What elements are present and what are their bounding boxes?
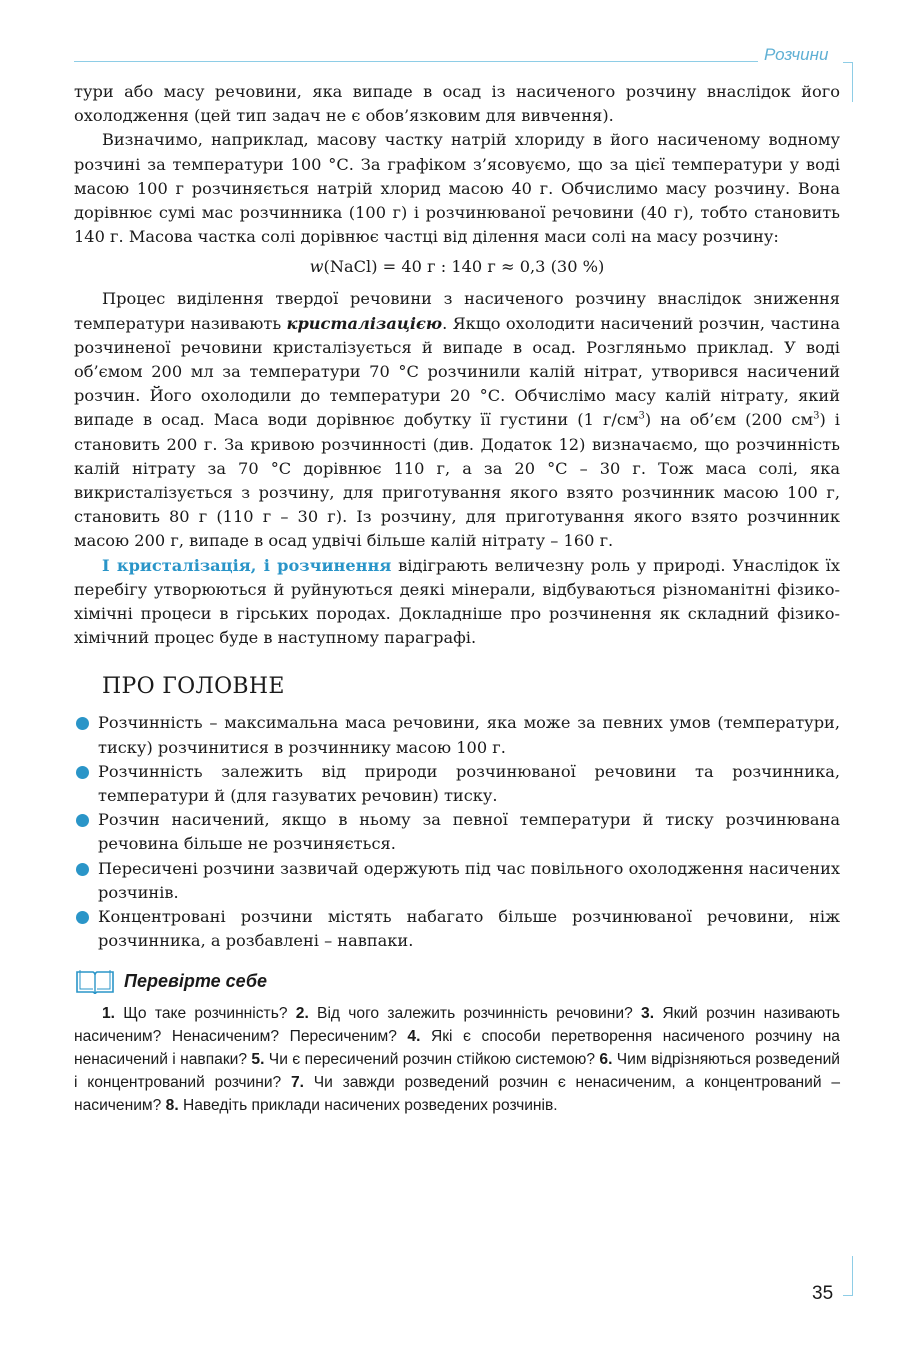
question-text: Наведіть приклади насичених розведених розчинів. <box>178 1097 558 1115</box>
list-item-text: Розчинність – максимальна маса речовини, яка може за певних умов (температури, тиску) розчинитися в розчиннику масою 100 г. <box>98 713 840 757</box>
header-vertical-rule <box>852 62 853 102</box>
formula-symbol: w <box>309 257 324 277</box>
highlight-phrase: І кристалізація, і розчинення <box>102 555 392 575</box>
question-text: Чим відрізняються розведений і концентрований розчини? <box>74 1050 840 1092</box>
list-item-text: Концентровані розчини містять набагато більше розчинюваної речовини, ніж розчинника, а розбавлені – навпаки. <box>98 907 840 951</box>
bullet-dot-icon <box>76 814 89 827</box>
list-item-text: Розчин насичений, якщо в ньому за певної температури й тиску розчинювана речовина більше не розчиняється. <box>98 810 840 854</box>
question-number: 4. <box>407 1027 421 1045</box>
question-text: Від чого залежить розчинність речовини? <box>308 1004 642 1022</box>
paragraph-3-text-c: ) на об’єм (200 см <box>644 410 814 430</box>
question-number: 3. <box>641 1004 655 1022</box>
superscript-2: 3 <box>813 411 820 423</box>
question-number: 7. <box>290 1074 304 1092</box>
header-rule <box>74 61 758 62</box>
list-item-text: Розчинність залежить від природи розчинюваної речовини та розчинника, температури й (для газуватих речовин) тиску. <box>98 761 840 806</box>
list-item <box>74 711 840 759</box>
paragraph-3-text-a: Процес виділення твердої речовини з насиченого розчину внаслідок зниження температури називають <box>74 289 840 333</box>
question-number: 1. <box>102 1004 116 1022</box>
question-number: 5. <box>251 1050 265 1068</box>
question-text: Чи завжди розведений розчин є ненасиченим, а концентрований – насиченим? <box>74 1074 840 1115</box>
list-item <box>74 808 840 856</box>
list-item <box>74 905 840 953</box>
term-crystallization: кристалізацією <box>286 313 443 333</box>
paragraph-3 <box>74 287 840 553</box>
paragraph-3-text-b: . Якщо охолодити насичений розчин, частина розчиненої речовини кристалізується й випаде в осад. Розгляньмо приклад. У воді об’ємом 200 мл за температури 70 °С розчинили калій нітрат, утворився насичений розчин. Його охолодили до температури 20 °С. Обчислімо масу калій нітрату, який випаде в осад. Маса води дорівнює добутку її густини (1 г/см <box>74 313 840 430</box>
bullet-dot-icon <box>76 766 89 779</box>
question-text: Який розчин називають насиченим? Ненасиченим? Пересиченим? <box>74 1004 840 1045</box>
question-number: 6. <box>599 1050 613 1068</box>
question-text: Які є способи перетворення насиченого розчину на ненасичений і навпаки? <box>74 1027 840 1068</box>
formula-expression: (NaCl) = 40 г : 140 г ≈ 0,3 (30 %) <box>323 257 605 277</box>
footer-vertical-rule <box>852 1256 853 1296</box>
superscript-1: 3 <box>638 411 645 423</box>
paragraph-4-text: відіграють величезну роль у природі. Унаслідок їх перебігу утворюються й руйнуються деякі мінерали, відбуваються різноманітні фізико-хімічні процеси в гірських породах. Докладніше про розчинення як складний фізико-хімічний процес буде в наступному параграфі. <box>74 555 840 648</box>
paragraph-3-text-d: ) і становить 200 г. За кривою розчинності (див. Додаток 12) визначаємо, що розчинність калій нітрату за 70 °С дорівнює 110 г, а за 20 °С – 30 г. Тож маса солі, яка викристалізується з розчину, для приготування якого взято розчинник масою 100 г, становить 80 г (110 г – 30 г). Із розчину, для приготування якого взято розчинник масою 200 г, випаде в осад удвічі більше калій нітрату – 160 г. <box>74 410 840 551</box>
page-content <box>74 80 840 1118</box>
formula <box>74 255 840 279</box>
page-number: 35 <box>812 1283 834 1304</box>
footer-corner-tick <box>843 1295 853 1296</box>
question-number: 2. <box>295 1004 309 1022</box>
check-yourself-title: Перевірте себе <box>124 971 268 991</box>
list-item <box>74 760 840 808</box>
summary-list <box>74 711 840 953</box>
bullet-dot-icon <box>76 863 89 876</box>
section-header-title: Розчини <box>764 45 829 64</box>
list-item <box>74 857 840 905</box>
book-icon <box>74 968 116 996</box>
paragraph-4 <box>74 554 840 651</box>
review-questions <box>74 1002 840 1118</box>
bullet-dot-icon <box>76 911 89 924</box>
list-item-text: Пересичені розчини зазвичай одержують під час повільного охолодження насичених розчинів. <box>98 858 840 902</box>
check-yourself-header <box>74 968 840 996</box>
question-text: Що таке розчинність? <box>115 1004 296 1022</box>
summary-title: ПРО ГОЛОВНЕ <box>102 674 285 700</box>
question-text: Чи є пересичений розчин стійкою системою? <box>264 1050 600 1068</box>
bullet-dot-icon <box>76 717 89 730</box>
question-number: 8. <box>165 1097 179 1115</box>
paragraph-1: тури або масу речовини, яка випаде в осад із насиченого розчину внаслідок його охолодження (цей тип задач не є обов’язковим для вивчення). <box>74 82 840 126</box>
paragraph-2: Визначимо, наприклад, масову частку натрій хлориду в його насиченому водному розчині за температури 100 °С. За графіком з’ясовуємо, що за цієї температури у воді масою 100 г розчиняється натрій хлорид масою 40 г. Обчислимо масу розчину. Вона дорівнює сумі мас розчинника (100 г) і розчинюваної речовини (40 г), тобто становить 140 г. Масова частка солі дорівнює частці від ділення маси солі на масу розчину: <box>74 130 840 247</box>
